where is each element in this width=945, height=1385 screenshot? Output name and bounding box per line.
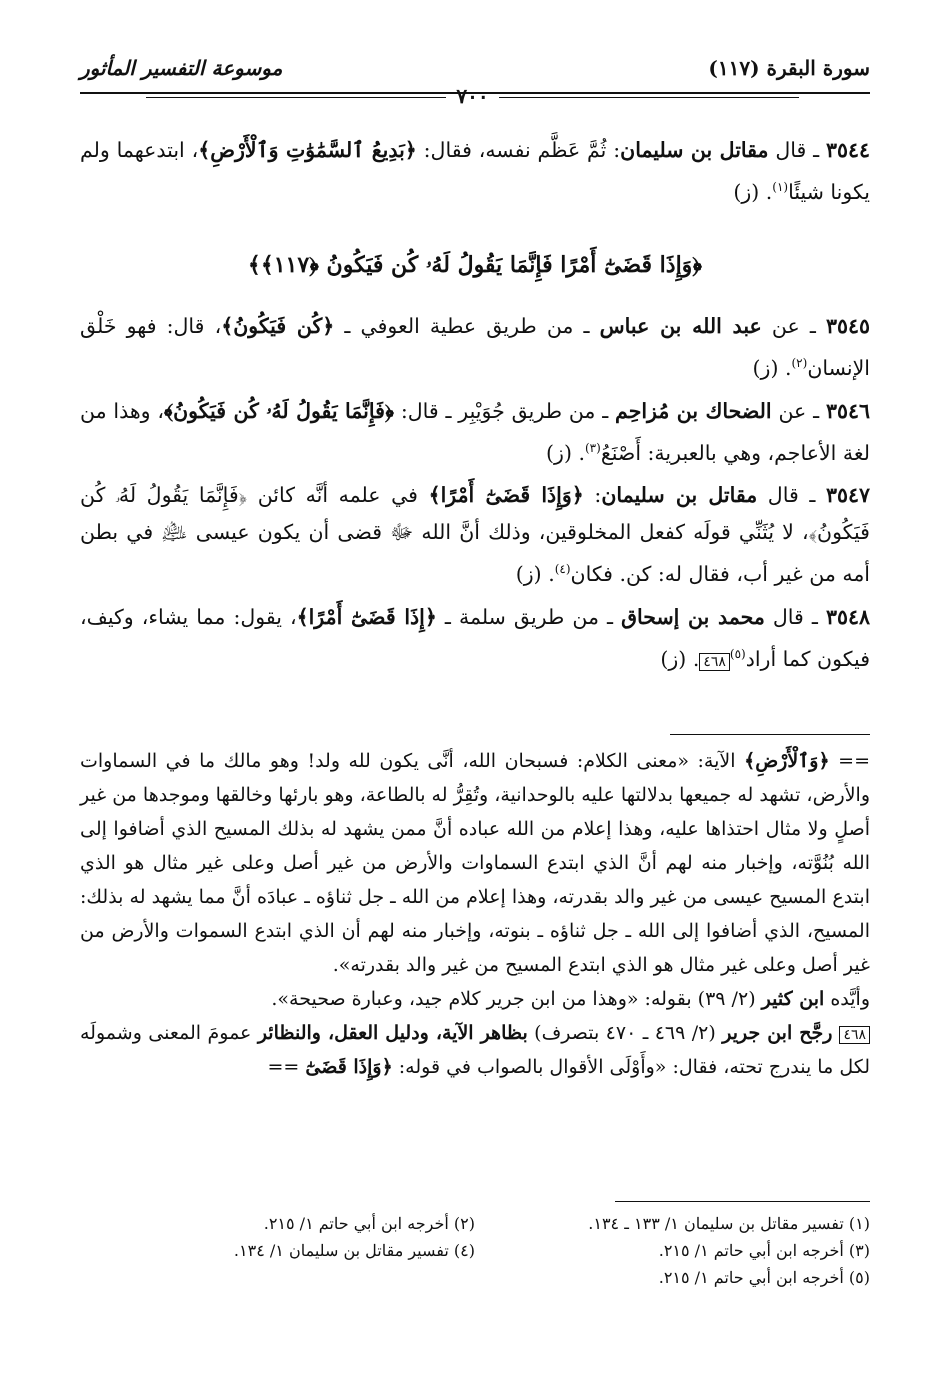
- entry-number: ٣٥٤٧: [825, 483, 870, 508]
- entry-text: ، ابتدعهما ولم يكونا شيئًا: [80, 138, 870, 204]
- narrator-name: مقاتل بن سليمان: [620, 138, 769, 162]
- commentary-divider: [670, 734, 870, 735]
- scholar-name: ابن كثير: [761, 988, 825, 1010]
- commentary-text: رجَّح: [792, 1022, 840, 1044]
- entry-text: ـ من طريق سلمة ـ: [436, 605, 622, 630]
- entry-source: . (ز): [660, 647, 700, 672]
- footnote-ref[interactable]: (٣): [584, 440, 601, 455]
- narrator-name: مقاتل بن سليمان: [601, 483, 758, 508]
- entry-text: ـ من طريق جُوَيْبِر ـ قال:: [394, 398, 616, 423]
- quran-quote: ﴿فَإِنَّمَا يَقُولُ لَهُۥ كُن فَيَكُونُ﴾: [164, 398, 394, 423]
- commentary-paragraph: [80, 982, 870, 1016]
- entry-text: ـ قال: [764, 605, 826, 630]
- entry-3547: [80, 477, 870, 593]
- narrator-name: الضحاك بن مُزاحِم: [615, 398, 772, 423]
- quran-quote: ﴿بَدِيعُ ٱلسَّمَٰوَٰتِ وَٱلْأَرْضِ﴾: [198, 138, 417, 162]
- entry-number: ٣٥٤٦: [825, 398, 870, 423]
- continuation-mark: ==: [267, 1056, 306, 1078]
- quran-quote: ﴿وَإِذَا قَضَىٰٓ أَمْرًا﴾: [428, 483, 584, 508]
- entry-source: . (ز): [546, 440, 585, 465]
- entry-text: ، وهذا من لغة الأعاجم، وهي بالعبرية: أَصْنَعُ: [80, 398, 870, 465]
- quran-quote: ﴿إِذَا قَضَىٰٓ أَمْرًا﴾: [296, 605, 437, 630]
- footnote-item: (٣) أخرجه ابن أبي حاتم ١/ ٢١٥.: [658, 1241, 870, 1260]
- main-text: [80, 132, 870, 684]
- footnotes: [80, 1210, 870, 1291]
- commentary-paragraph: [80, 744, 870, 982]
- evidence-text: بظاهر الآية، ودليل العقل، والنظائر: [257, 1022, 528, 1044]
- continuation-mark: ==: [829, 750, 870, 772]
- commentary-text: (٢/ ٤٦٩ ـ ٤٧٠ بتصرف): [527, 1022, 723, 1044]
- commentary-text: عمومَ المعنى وشمولَه لكل ما يندرج تحته، فقال: «وأَوْلَى الأقوال بالصواب في قوله:: [80, 1022, 870, 1078]
- entry-3545: [80, 308, 870, 387]
- commentary-paragraph: [80, 1016, 870, 1084]
- entry-text: :: [583, 483, 602, 508]
- divider-line: [146, 97, 446, 98]
- entry-number: ٣٥٤٤: [825, 138, 871, 162]
- entry-text: ـ قال: [768, 138, 826, 162]
- narrator-name: عبد الله بن عباس: [599, 313, 762, 338]
- entry-number: ٣٥٤٥: [825, 313, 870, 338]
- entry-source: . (ز): [752, 355, 792, 380]
- entry-text: ـ عن: [771, 398, 826, 423]
- commentary-marker[interactable]: ٤٦٨: [699, 653, 730, 671]
- narrator-name: محمد بن إسحاق: [621, 605, 765, 630]
- commentary-text: (٢/ ٣٩) بقوله: «وهذا من ابن جرير كلام جيد، وعبارة صحيحة».: [271, 988, 762, 1010]
- quran-quote: ﴿وَإِذَا قَضَىٰٓ: [305, 1056, 393, 1078]
- commentary-text: الآية: «معنى الكلام: فسبحان الله، أنَّى يكون لله ولد! وهو مالك ما في السماوات والأرض، تشهد له جميعها بدلالتها عليه بالوحدانية، وتُقِرُّ له بالطاعة، وهو بارئها وخالقها وموجدها من غير أصلٍ ولا مثال احتذاها عليه، وهذا إعلام من الله عباده أنَّ ممن يشهد له بذلك المسيح الذي أضافوا إلى الله بُنُوَّته، وإخبار منه لهم أنَّ الذي ابتدع السماوات والأرض من غير أصل وعلى غير مثال هو الذي ابتدع المسيح عيسى من غير والد بقدرته، وهذا إعلام من الله ـ جل ثناؤه ـ عبادَه أنَّ مما يشهد له بذلك: المسيح، الذي أضافوا إلى الله ـ جل ثناؤه ـ بنوته، وإخبار منه لهم أن الذي ابتدع السموات والأرض من غير أصل وعلى غير مثال هو الذي ابتدع المسيح من غير والد بقدرته».: [80, 750, 870, 976]
- footnote-ref[interactable]: (٤): [554, 562, 571, 577]
- scholar-name: ابن جرير: [722, 1022, 793, 1044]
- entry-text: ، قال: فهو خَلْق الإنسان: [80, 313, 870, 380]
- entry-3546: [80, 393, 870, 472]
- entry-source: . (ز): [515, 562, 555, 587]
- page-number: ٧٠٠: [456, 84, 489, 108]
- footnote-ref[interactable]: (١): [772, 180, 789, 194]
- entry-text: ـ قال: [757, 483, 826, 508]
- entry-3544: [80, 132, 870, 211]
- entry-text: ، يقول: مما يشاء، وكيف، فيكون كما أراد: [80, 605, 870, 672]
- quran-quote: ﴿كُن فَيَكُونُ﴾: [221, 313, 335, 338]
- footnote-ref[interactable]: (٥): [729, 647, 746, 662]
- commentary-marker: ٤٦٨: [839, 1026, 870, 1044]
- footnote-ref[interactable]: (٢): [791, 355, 808, 370]
- page-number-row: [0, 84, 945, 108]
- entry-number: ٣٥٤٨: [825, 605, 871, 630]
- book-title: موسوعة التفسير المأثور: [80, 56, 283, 80]
- footnotes-divider: [615, 1201, 870, 1202]
- entry-source: . (ز): [733, 179, 773, 204]
- divider-line: [499, 97, 799, 98]
- footnote-item: (٤) تفسير مقاتل بن سليمان ١/ ١٣٤.: [233, 1241, 475, 1260]
- quran-quote: ﴿وَٱلْأَرْضِ﴾: [744, 750, 830, 772]
- entry-text: في علمه أنَّه كائن ﴿فَإِنَّمَا يَقُولُ لَهُۥ كُن فَيَكُونُ﴾، لا يُثَنِّي قولَه كفعل المخلوقين، وذلك أنَّ الله ﷻ قضى أن يكون عيسى ﵇ في بطن أمه من غير أب، فقال له: كن. فكان: [80, 483, 870, 587]
- commentary-text: وأيَّده: [824, 988, 870, 1010]
- entry-text: ـ عن: [761, 313, 826, 338]
- footnote-item: (٥) أخرجه ابن أبي حاتم ١/ ٢١٥.: [658, 1268, 870, 1287]
- quran-verse-heading: ﴿وَإِذَا قَضَىٰٓ أَمْرًا فَإِنَّمَا يَقُولُ لَهُۥ كُن فَيَكُونُ ﴿١١٧﴾﴾: [247, 251, 703, 278]
- entry-text: ـ من طريق عطية العوفي ـ: [334, 313, 600, 338]
- footnote-item: (٢) أخرجه ابن أبي حاتم ١/ ٢١٥.: [263, 1214, 475, 1233]
- footnote-item: (١) تفسير مقاتل بن سليمان ١/ ١٣٣ ـ ١٣٤.: [588, 1214, 870, 1233]
- entry-3548: [80, 599, 870, 678]
- surah-title: سورة البقرة (١١٧): [708, 56, 870, 80]
- entry-text: : ثُمَّ عَظَّم نفسه، فقال:: [416, 138, 621, 162]
- commentary-section: [80, 744, 870, 1084]
